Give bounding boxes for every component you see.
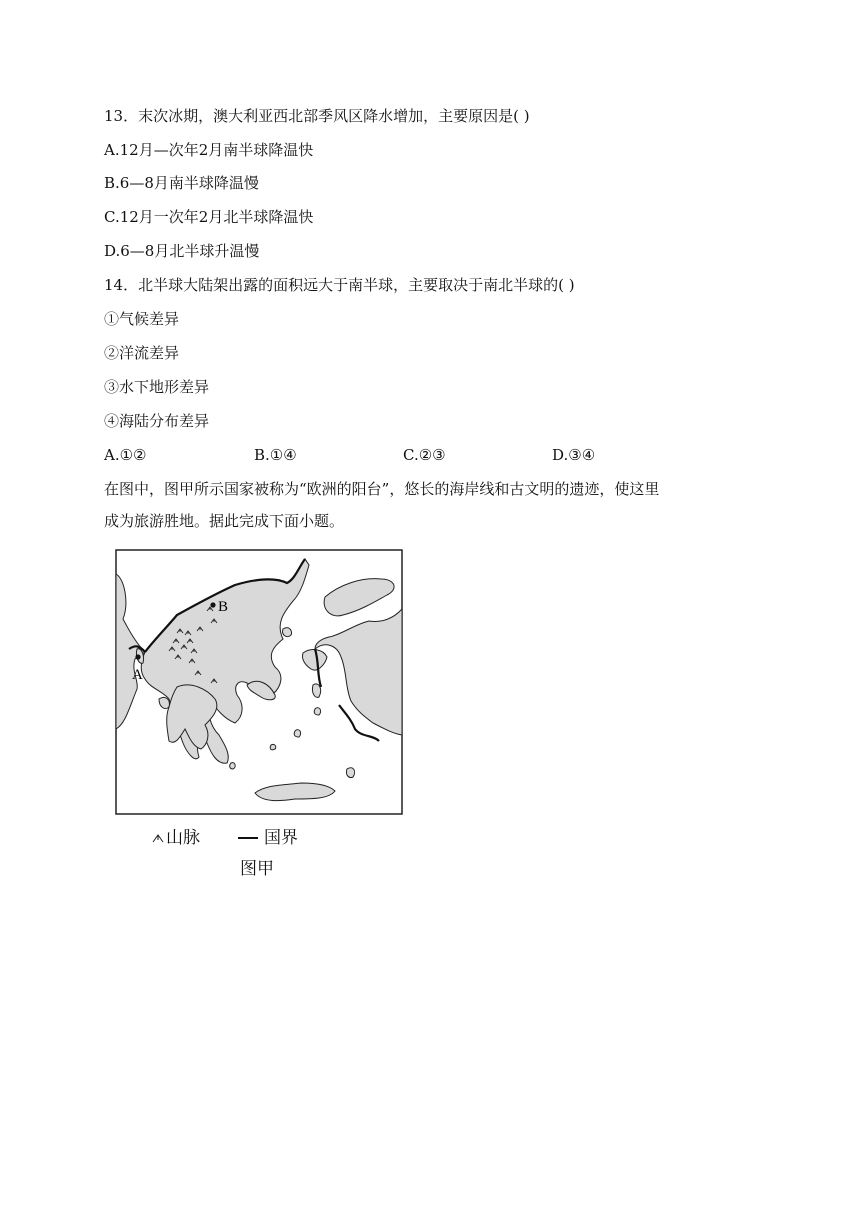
q13-option-b: B.6—8月南半球降温慢 [104, 174, 259, 192]
legend-mountain-label: 山脉 [166, 828, 200, 848]
q14-choice-c: C.②③ [403, 446, 446, 464]
point-b-marker [210, 602, 215, 607]
q14-choice-b: B.①④ [254, 446, 297, 464]
q14-stem: 14．北半球大陆架出露的面积远大于南半球，主要取决于南北半球的( ) [104, 276, 575, 294]
island-chios [312, 684, 320, 697]
legend-border-label: 国界 [264, 828, 298, 848]
island-small-3 [270, 744, 276, 749]
q14-choice-a: A.①② [104, 446, 147, 464]
island-small-north [283, 628, 292, 637]
q13-stem: 13．末次冰期，澳大利亚西北部季风区降水增加，主要原因是( ) [104, 107, 530, 125]
q14-item-4: ④海陆分布差异 [104, 412, 210, 430]
point-a-marker [135, 654, 140, 659]
island-small-1 [294, 730, 300, 737]
q14-choices [104, 445, 664, 465]
q14-item-2: ②洋流差异 [104, 344, 180, 362]
greece-map [115, 549, 403, 815]
mountain-icon [152, 832, 166, 844]
q14-item-3: ③水下地形差异 [104, 378, 210, 396]
legend-border [238, 823, 298, 848]
q14-choice-d: D.③④ [552, 446, 596, 464]
legend-mountain [152, 823, 200, 848]
figure-caption: 图甲 [240, 859, 274, 879]
label-b: B [218, 599, 229, 615]
island-small-2 [314, 708, 320, 715]
border-line-icon [238, 837, 258, 839]
label-a: A [132, 667, 143, 683]
island-small-4 [230, 763, 235, 769]
intro-line-2: 成为旅游胜地。据此完成下面小题。 [104, 512, 345, 530]
q13-option-a: A.12月—次年2月南半球降温快 [104, 141, 314, 159]
q13-option-c: C.12月一次年2月北半球降温快 [104, 208, 314, 226]
q13-option-d: D.6—8月北半球升温慢 [104, 242, 260, 260]
map-figure [115, 549, 403, 815]
q14-item-1: ①气候差异 [104, 310, 180, 328]
island-rhodes [346, 768, 354, 778]
intro-line-1: 在图中，图甲所示国家被称为“欧洲的阳台”，悠长的海岸线和古文明的遗迹，使这里 [104, 480, 660, 498]
